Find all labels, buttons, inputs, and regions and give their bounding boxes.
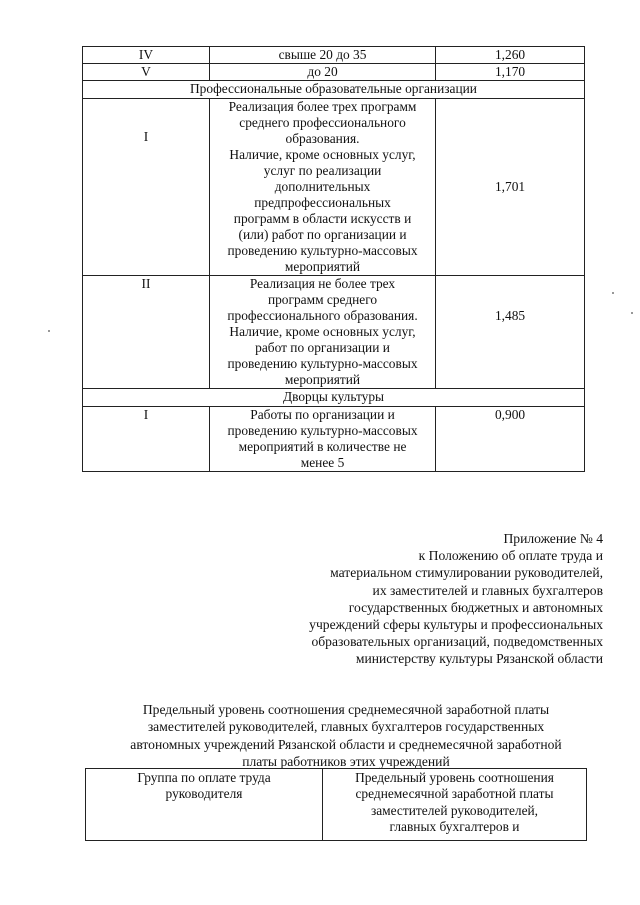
group-cell: V (83, 64, 210, 81)
criterion-cell: Реализация не более трех программ среднего профессионального образования. Наличие, кроме основных услуг, работ по организации и проведению культурно-массовых мероприятий (209, 276, 435, 389)
table-row (83, 47, 585, 64)
limit-table (85, 768, 587, 841)
group-cell: IV (83, 47, 210, 64)
table-row (83, 276, 585, 389)
appendix-line: министерству культуры Рязанской области (355, 651, 603, 667)
section-title (96, 701, 596, 771)
scan-speck (48, 330, 50, 332)
appendix-line: государственных бюджетных и автономных (348, 599, 603, 615)
appendix-line: учреждений сферы культуры и профессиональных (309, 617, 603, 633)
section-heading-prof: Профессиональные образовательные организации (83, 81, 585, 99)
coefficient-cell: 1,701 (436, 99, 585, 276)
coefficient-table (82, 46, 585, 472)
criterion-cell: Реализация более трех программ среднего профессионального образования. Наличие, кроме основных услуг, услуг по реализации дополнительных предпрофессиональных программ в области искусств и (или) работ по организации и проведению культурно-массовых мероприятий (209, 99, 435, 276)
col-header-limit: Предельный уровень соотношения среднемесячной заработной платы заместителей руководителей, главных бухгалтеров и (323, 769, 587, 841)
appendix-title: Приложение № 4 (503, 531, 603, 546)
table-row (83, 64, 585, 81)
table-row (83, 407, 585, 472)
col-header-group: Группа по оплате труда руководителя (86, 769, 323, 841)
group-cell: I (83, 407, 210, 472)
criterion-cell: Работы по организации и проведению культурно-массовых мероприятий в количестве не менее 5 (209, 407, 435, 472)
section-row (83, 389, 585, 407)
appendix-block (309, 530, 603, 668)
scan-speck (612, 292, 614, 294)
section-row (83, 81, 585, 99)
appendix-line: материальном стимулировании руководителей, (330, 565, 603, 581)
title-line: Предельный уровень соотношения среднемесячной заработной платы (142, 702, 550, 717)
coefficient-cell: 0,900 (436, 407, 585, 472)
title-line: автономных учреждений Рязанской области и среднемесячной заработной (130, 736, 562, 752)
criterion-cell: свыше 20 до 35 (209, 47, 435, 64)
appendix-line: к Положению об оплате труда и (418, 548, 603, 564)
criterion-cell: до 20 (209, 64, 435, 81)
section-heading-palaces: Дворцы культуры (83, 389, 585, 407)
title-line: платы работников этих учреждений (242, 754, 450, 770)
group-cell: II (83, 276, 210, 389)
coefficient-cell: 1,170 (436, 64, 585, 81)
appendix-line: их заместителей и главных бухгалтеров (372, 582, 603, 598)
coefficient-cell: 1,485 (436, 276, 585, 389)
coefficient-cell: 1,260 (436, 47, 585, 64)
table-row (83, 99, 585, 276)
group-cell: I (83, 99, 210, 276)
title-line: заместителей руководителей, главных бухгалтеров государственных (147, 719, 545, 735)
appendix-line: образовательных организаций, подведомственных (311, 634, 603, 650)
table-header-row (86, 769, 587, 841)
scan-speck (631, 312, 633, 314)
